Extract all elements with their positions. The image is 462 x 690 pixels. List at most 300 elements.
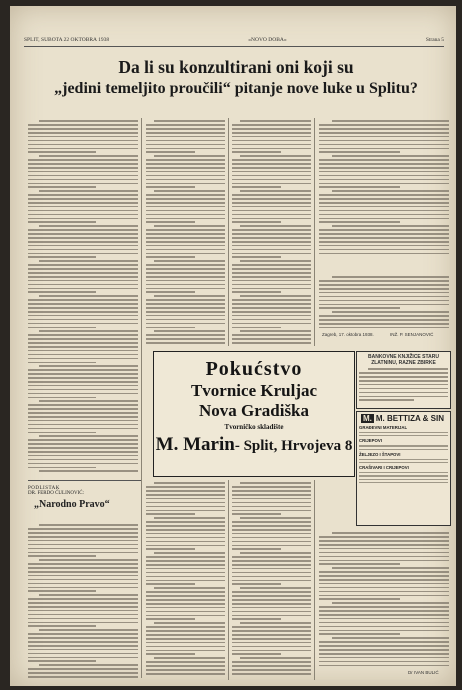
text-line [28,338,138,340]
text-line [232,186,281,188]
text-line [28,668,138,670]
text-line [28,140,138,142]
column-rule [228,118,229,346]
text-line [146,315,225,317]
text-line [319,163,449,165]
text-line [319,323,449,325]
text-line [232,268,311,270]
text-line [28,653,138,655]
column-rule [141,118,142,678]
text-line [146,218,225,220]
text-line [319,598,400,600]
text-line [146,599,225,601]
text-line [232,272,311,274]
text-line [232,560,311,562]
text-line [146,498,225,500]
text-line [28,163,138,165]
text-line [319,179,449,181]
text-line [154,622,225,624]
text-line [146,256,195,258]
text-line [146,284,225,286]
text-line [146,327,195,329]
text-line [146,221,195,223]
text-line [39,295,138,297]
text-line [319,245,449,247]
footer-signature: Dr IVAN BULIĆ [408,670,439,675]
text-line [232,140,311,142]
text-line [359,392,448,394]
text-line [359,472,448,473]
text-line [240,330,311,332]
text-line [28,598,138,600]
text-line [28,610,138,612]
headline-line-2: „jedini temeljito proučili“ pitanje nove luke u Splitu? [54,80,418,97]
text-line [240,260,311,262]
text-line [232,541,311,543]
text-line [28,307,138,309]
bettiza-name: M. BETTIZA & SIN [375,414,445,423]
text-line [146,264,225,266]
bettiza-sub-4: CRAŠIVARI I CRIJEPOVI [359,465,409,471]
ad-line-2: Tvornice Kruljac [190,381,318,400]
text-line [232,284,311,286]
text-line [319,563,400,565]
text-line [28,311,138,313]
text-line [39,559,138,561]
text-line [319,591,449,593]
text-line [332,276,449,278]
text-line [146,529,225,531]
text-line [232,171,311,173]
text-line [146,132,225,134]
text-line [359,459,448,460]
text-line [146,206,225,208]
text-line [28,272,138,274]
text-line [319,327,449,329]
text-line [28,579,138,581]
text-line [28,637,138,639]
feuilleton-author: DR. FERDO ĆULINOVIĆ: [28,491,84,496]
text-line [28,299,138,301]
bettiza-title [359,414,448,423]
text-line [232,591,311,593]
text-line [319,136,449,138]
text-line [28,253,138,255]
text-line [146,276,225,278]
text-line [232,537,311,539]
text-line [28,132,138,134]
text-line [146,580,225,582]
text-line [28,175,138,177]
text-line [146,214,225,216]
article-column-2 [146,118,225,346]
text-line [232,498,311,500]
text-line [146,210,225,212]
text-line [319,536,449,538]
text-line [319,253,449,255]
text-line [319,315,449,317]
text-line [232,548,281,550]
text-line [28,602,138,604]
text-line [28,590,96,592]
text-line [39,524,138,526]
text-line [28,210,138,212]
text-line [232,665,311,667]
text-line [28,194,138,196]
text-line [232,136,311,138]
text-line [232,291,281,293]
text-line [240,295,311,297]
text-line [146,288,225,290]
text-line [28,552,138,554]
text-line [232,661,311,663]
text-line [28,350,138,352]
text-line [28,323,138,325]
text-line [359,372,448,374]
text-line [28,676,138,678]
text-line [28,625,96,627]
text-line [39,330,138,332]
text-line [319,548,449,550]
text-line [319,198,449,200]
text-line [146,175,225,177]
text-line [146,334,225,336]
text-line [232,599,311,601]
text-line [146,151,195,153]
text-line [146,311,225,313]
text-line [146,506,225,508]
text-line [319,202,449,204]
text-line [28,463,138,465]
text-line [146,140,225,142]
text-line [146,634,225,636]
text-line [154,657,225,659]
text-line [28,342,138,344]
text-line [319,606,449,608]
text-line [232,638,311,640]
text-line [146,638,225,640]
text-line [146,615,225,617]
text-line [28,420,138,422]
feuilleton-column-4 [319,530,449,668]
text-line [146,591,225,593]
text-line [146,502,225,504]
text-line [232,299,311,301]
text-line [28,532,138,534]
text-line [359,479,448,480]
text-line [232,568,311,570]
text-line [332,311,449,313]
text-line [28,319,138,321]
feuilleton-label: PODLISTAK [28,486,60,491]
column-rule [314,480,315,680]
text-line [146,148,225,150]
text-line [240,482,311,484]
text-line [28,393,138,395]
text-line [232,650,311,652]
text-line [319,579,449,581]
text-line [359,384,448,386]
text-line [146,646,225,648]
article-column-4 [319,118,449,258]
text-line [154,482,225,484]
text-line [232,580,311,582]
text-line [28,144,138,146]
text-line [39,365,138,367]
text-line [154,552,225,554]
text-line [39,594,138,596]
furniture-advertisement [153,351,355,477]
text-line [232,576,311,578]
text-line [146,576,225,578]
text-line [146,233,225,235]
text-line [146,548,195,550]
text-line [240,190,311,192]
text-line [28,373,138,375]
text-line [146,630,225,632]
text-line [28,284,138,286]
text-line [232,486,311,488]
text-line [28,432,96,434]
text-line [232,615,311,617]
text-line [319,610,449,612]
text-line [28,218,138,220]
text-line [232,618,281,620]
text-line [154,260,225,262]
column-rule [228,480,229,680]
text-line [359,376,448,378]
feuilleton-column-2 [146,480,225,678]
text-line [359,380,448,382]
text-line [232,595,311,597]
text-line [232,148,311,150]
text-line [28,183,138,185]
text-line [28,377,138,379]
text-line [359,399,414,401]
text-line [146,268,225,270]
text-line [146,179,225,181]
text-line [28,567,138,569]
text-line [28,303,138,305]
text-line [28,649,138,651]
text-line [28,544,138,546]
article-column-3 [232,118,311,346]
text-line [319,618,449,620]
text-line [319,210,449,212]
text-line [319,237,449,239]
text-line [232,603,311,605]
text-line [232,545,311,547]
text-line [28,288,138,290]
text-line [28,291,96,293]
text-line [232,128,311,130]
text-line [146,342,225,344]
text-line [319,575,449,577]
feuilleton-title: „Narodno Pravo“ [34,499,110,510]
text-line [232,611,311,613]
text-line [146,124,225,126]
text-line [319,284,449,286]
article-headline [30,56,442,100]
text-line [146,249,225,251]
text-line [232,506,311,508]
text-line [240,657,311,659]
text-line [319,292,449,294]
text-line [319,144,449,146]
text-line [232,315,311,317]
text-line [28,245,138,247]
text-line [232,206,311,208]
text-line [146,603,225,605]
text-line [232,529,311,531]
text-line [28,412,138,414]
text-line [28,528,138,530]
text-line [232,245,311,247]
text-line [39,260,138,262]
text-line [319,218,449,220]
text-line [154,517,225,519]
text-line [146,560,225,562]
text-line [28,249,138,251]
text-line [319,148,449,150]
text-line [28,645,138,647]
text-line [146,533,225,535]
feuilleton-header [28,486,144,512]
text-line [28,606,138,608]
section-divider [28,480,141,481]
text-line [146,194,225,196]
text-line [146,253,225,255]
text-line [146,186,195,188]
text-line [232,607,311,609]
text-line [232,342,311,344]
text-line [319,319,449,321]
text-line [28,439,138,441]
bettiza-logo-icon: M. [362,414,372,423]
text-line [146,167,225,169]
text-line [332,155,449,157]
text-line [240,517,311,519]
text-line [232,159,311,161]
bank-ad-title: BANKOVNE KNJIŽICE STARU ZLATNINU, RAZNE ZBIRKE [367,354,440,366]
text-line [28,369,138,371]
text-line [39,435,138,437]
text-line [232,334,311,336]
text-line [319,175,449,177]
article-column-4b [319,274,449,329]
text-line [319,233,449,235]
feuilleton-column-3 [232,480,311,678]
text-line [359,449,448,450]
text-line [28,334,138,336]
text-line [232,525,311,527]
text-line [332,567,449,569]
text-line [232,221,281,223]
text-line [146,280,225,282]
text-line [28,280,138,282]
article-column-1 [28,118,138,476]
text-line [146,673,225,675]
text-line [359,482,448,483]
text-line [28,404,138,406]
text-line [368,368,448,370]
text-line [232,521,311,523]
text-line [39,629,138,631]
text-line [232,583,281,585]
text-line [146,521,225,523]
text-line [28,389,138,391]
text-line [232,167,311,169]
text-line [28,622,138,624]
text-line [146,642,225,644]
text-line [28,198,138,200]
article-signature-name: INŽ. P. SENJANOVIĆ [390,332,434,337]
text-line [146,653,195,655]
text-line [146,595,225,597]
text-line [146,541,225,543]
text-line [232,572,311,574]
text-line [319,151,400,153]
text-line [154,225,225,227]
text-line [28,424,138,426]
text-line [146,229,225,231]
text-line [28,124,138,126]
text-line [232,249,311,251]
text-line [28,327,96,329]
headline-line-1: Da li su konzultirani oni koji su [118,57,354,77]
text-line [332,120,449,122]
text-line [319,167,449,169]
text-line [232,327,281,329]
text-line [146,303,225,305]
text-line [28,381,138,383]
text-line [28,354,138,356]
text-line [232,323,311,325]
text-line [319,194,449,196]
text-line [28,128,138,130]
text-line [319,304,449,306]
text-line [28,428,138,430]
text-line [319,661,449,663]
text-line [28,397,96,399]
text-line [146,159,225,161]
text-line [319,296,449,298]
text-line [28,276,138,278]
text-line [319,132,449,134]
text-line [28,171,138,173]
text-line [146,319,225,321]
ad-line-1: Pokućstvo [205,358,303,380]
text-line [359,435,448,436]
text-line [319,171,449,173]
bettiza-sub-1: GRAĐEVNI MATERIJAL [359,425,408,430]
text-line [146,144,225,146]
text-line [146,556,225,558]
text-line [319,241,449,243]
text-line [232,510,311,512]
text-line [232,653,281,655]
text-line [146,198,225,200]
text-line [319,556,449,558]
text-line [146,171,225,173]
text-line [240,120,311,122]
text-line [319,626,449,628]
text-line [319,300,449,302]
text-line [232,669,311,671]
text-line [319,641,449,643]
text-line [232,151,281,153]
text-line [232,214,311,216]
